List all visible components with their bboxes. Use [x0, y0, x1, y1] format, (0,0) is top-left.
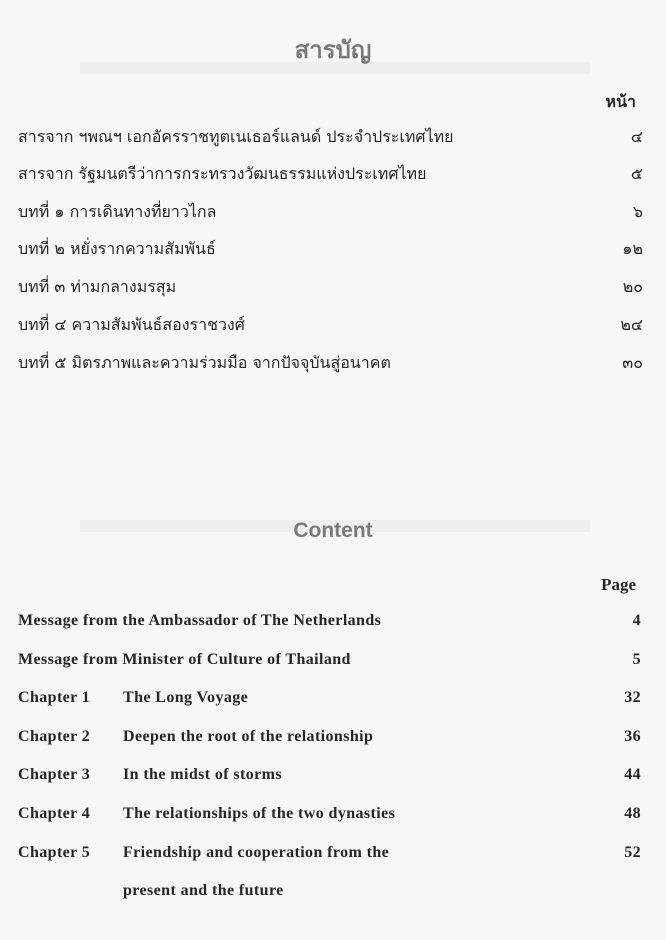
english-toc-entry	[0, 612, 666, 638]
thai-toc-entry	[0, 351, 666, 377]
thai-entry-page: ๑๒	[622, 239, 643, 258]
entry-page: 4	[632, 612, 641, 629]
thai-entry-page: ๔	[630, 127, 643, 146]
english-toc-entry	[0, 728, 666, 754]
thai-entry-title: บทที่ ๑ การเดินทางที่ยาวไกล	[18, 202, 217, 221]
thai-page-column-header: หน้า	[605, 92, 636, 111]
thai-toc-title: สารบัญ	[294, 36, 372, 64]
thai-entry-page: ๒๔	[620, 315, 643, 334]
entry-title: Friendship and cooperation from the	[123, 844, 390, 861]
thai-entry-page: ๖	[632, 202, 643, 221]
english-toc-entry-continuation	[0, 882, 666, 908]
entry-title: The Long Voyage	[123, 689, 249, 706]
entry-title: The relationships of the two dynasties	[123, 805, 396, 822]
thai-entry-title: บทที่ ๒ หยั่งรากความสัมพันธ์	[18, 239, 216, 258]
entry-page: 32	[624, 689, 641, 706]
chapter-label: Chapter 5	[18, 844, 91, 861]
entry-page: 48	[624, 805, 641, 822]
entry-page: 52	[624, 844, 641, 861]
thai-entry-title: สารจาก ฯพณฯ เอกอัครราชทูตเนเธอร์แลนด์ ประจำประเทศไทย	[18, 127, 454, 146]
thai-entry-page: ๓๐	[622, 353, 643, 372]
thai-toc-entry	[0, 275, 666, 301]
english-toc-entry	[0, 689, 666, 715]
thai-entry-title: สารจาก รัฐมนตรีว่าการกระทรวงวัฒนธรรมแห่งประเทศไทย	[18, 164, 427, 183]
english-toc-title: Content	[293, 519, 373, 542]
thai-entry-page: ๒๐	[622, 277, 643, 296]
entry-title: Message from the Ambassador of The Netherlands	[18, 612, 382, 629]
entry-title: In the midst of storms	[123, 766, 283, 783]
thai-entry-title: บทที่ ๓ ท่ามกลางมรสุม	[18, 277, 177, 296]
chapter-label: Chapter 4	[18, 805, 91, 822]
thai-toc-entry	[0, 200, 666, 226]
english-toc-entry	[0, 844, 666, 870]
thai-toc-entry	[0, 237, 666, 263]
entry-page: 5	[632, 651, 641, 668]
thai-entry-page: ๕	[630, 164, 643, 183]
entry-page: 44	[624, 766, 641, 783]
thai-entry-title: บทที่ ๕ มิตรภาพและความร่วมมือ จากปัจจุบันสู่อนาคต	[18, 353, 391, 372]
entry-title: Deepen the root of the relationship	[123, 728, 374, 745]
english-toc-entry	[0, 805, 666, 831]
thai-toc-entry	[0, 125, 666, 151]
english-toc-entry	[0, 766, 666, 792]
thai-toc-entry	[0, 162, 666, 188]
thai-toc-entry	[0, 313, 666, 339]
thai-entry-title: บทที่ ๔ ความสัมพันธ์สองราชวงศ์	[18, 315, 245, 334]
entry-title: present and the future	[123, 882, 284, 899]
english-page-column-header: Page	[601, 575, 636, 594]
chapter-label: Chapter 2	[18, 728, 91, 745]
entry-title: Message from Minister of Culture of Thailand	[18, 651, 351, 668]
chapter-label: Chapter 1	[18, 689, 91, 706]
chapter-label: Chapter 3	[18, 766, 91, 783]
entry-page: 36	[624, 728, 641, 745]
english-toc-entry	[0, 651, 666, 677]
